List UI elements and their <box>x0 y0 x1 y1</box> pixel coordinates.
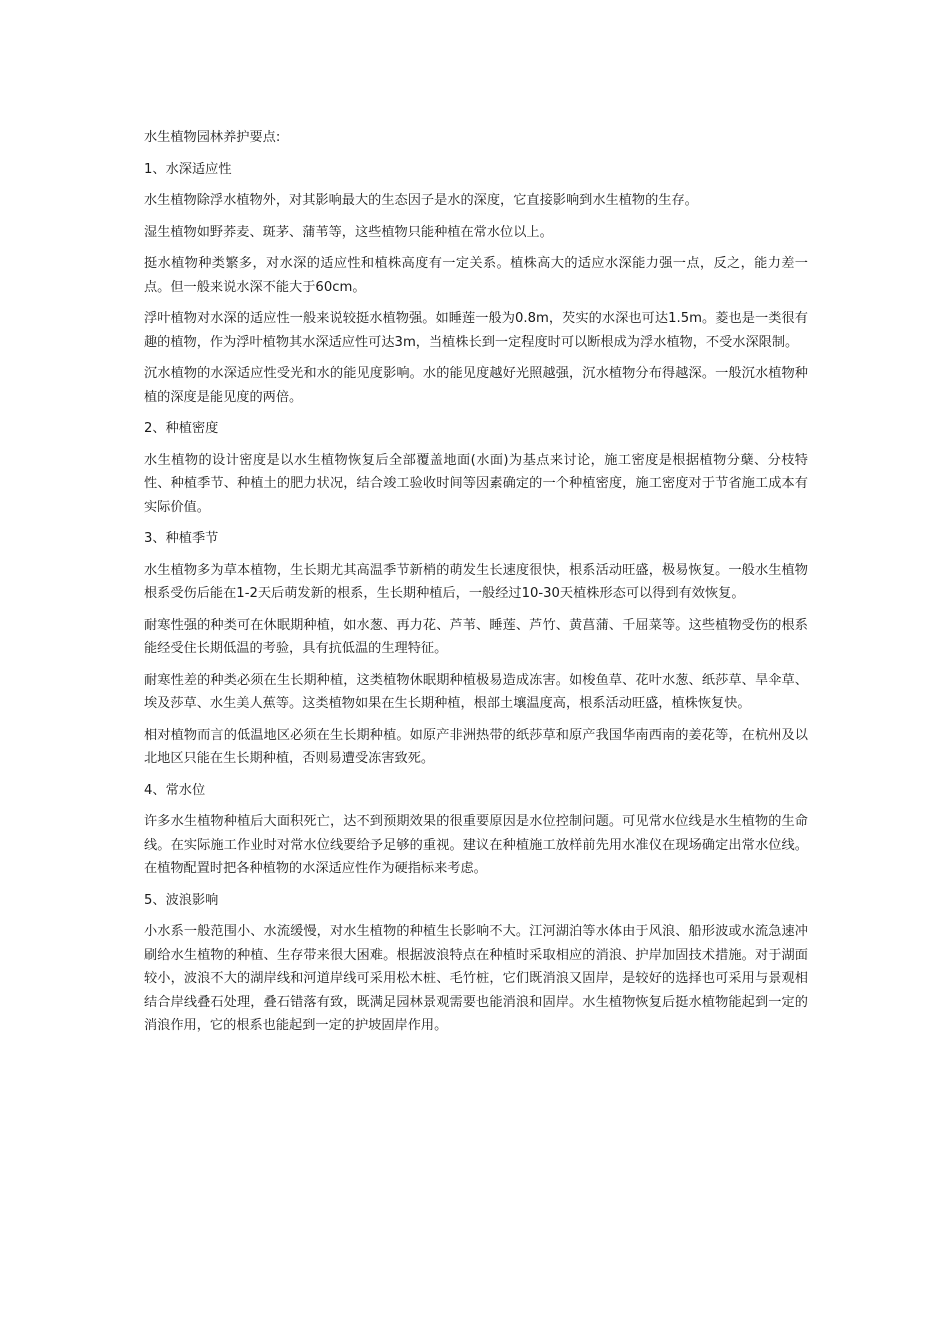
paragraph: 许多水生植物种植后大面积死亡，达不到预期效果的很重要原因是水位控制问题。可见常水位线是水生植物的生命线。在实际施工作业时对常水位线要给予足够的重视。建议在种植施工放样前先用水准仪在现场确定出常水位线。在植物配置时把各种植物的水深适应性作为硬指标来考虑。 <box>144 814 808 876</box>
paragraph: 耐寒性强的种类可在休眠期种植，如水葱、再力花、芦苇、睡莲、芦竹、黄菖蒲、千屈菜等。这些植物受伤的根系能经受住长期低温的考验，具有抗低温的生理特征。 <box>144 617 808 656</box>
paragraph: 湿生植物如野荞麦、斑茅、蒲苇等，这些植物只能种植在常水位以上。 <box>144 224 553 240</box>
document-title: 水生植物园林养护要点: <box>144 130 281 145</box>
paragraph: 水生植物除浮水植物外，对其影响最大的生态因子是水的深度，它直接影响到水生植物的生存。 <box>144 193 698 208</box>
document-page <box>144 126 808 1046</box>
section-heading-planting-season: 3、种植季节 <box>144 531 219 546</box>
paragraph: 水生植物多为草本植物，生长期尤其高温季节新梢的萌发生长速度很快，根系活动旺盛，极易恢复。一般水生植物根系受伤后能在1-2天后萌发新的根系，生长期种植后，一般经过10-30天植株形态可以得到有效恢复。 <box>144 562 808 601</box>
paragraph: 耐寒性差的种类必须在生长期种植，这类植物休眠期种植极易造成冻害。如梭鱼草、花叶水葱、纸莎草、旱伞草、埃及莎草、水生美人蕉等。这类植物如果在生长期种植，根部土壤温度高，根系活动旺盛，植株恢复快。 <box>144 672 808 711</box>
section-heading-wave-influence: 5、波浪影响 <box>144 892 219 908</box>
paragraph: 浮叶植物对水深的适应性一般来说较挺水植物强。如睡莲一般为0.8m，芡实的水深也可达1.5m。菱也是一类很有趣的植物，作为浮叶植物其水深适应性可达3m，当植株长到一定程度时可以断根成为浮水植物，不受水深限制。 <box>144 311 808 350</box>
section-heading-normal-water-level: 4、常水位 <box>144 782 206 798</box>
paragraph: 小水系一般范围小、水流缓慢，对水生植物的种植生长影响不大。江河湖泊等水体由于风浪、船形波或水流急速冲刷给水生植物的种植、生存带来很大困难。根据波浪特点在种植时采取相应的消浪、护岸加固技术措施。对于湖面较小，波浪不大的湖岸线和河道岸线可采用松木桩、毛竹桩，它们既消浪又固岸，是较好的选择也可采用与景观相结合岸线叠石处理，叠石错落有致，既满足园林景观需要也能消浪和固岸。水生植物恢复后挺水植物能起到一定的消浪作用，它的根系也能起到一定的护坡固岸作用。 <box>144 924 808 1033</box>
paragraph: 相对植物而言的低温地区必须在生长期种植。如原产非洲热带的纸莎草和原产我国华南西南的姜花等，在杭州及以北地区只能在生长期种植，否则易遭受冻害致死。 <box>144 727 808 766</box>
paragraph: 挺水植物种类繁多，对水深的适应性和植株高度有一定关系。植株高大的适应水深能力强一点，反之，能力差一点。但一般来说水深不能大于60cm。 <box>144 256 808 295</box>
section-heading-planting-density: 2、种植密度 <box>144 421 219 436</box>
section-heading-water-depth: 1、水深适应性 <box>144 161 232 177</box>
paragraph: 沉水植物的水深适应性受光和水的能见度影响。水的能见度越好光照越强，沉水植物分布得越深。一般沉水植物种植的深度是能见度的两倍。 <box>144 366 808 405</box>
paragraph: 水生植物的设计密度是以水生植物恢复后全部覆盖地面(水面)为基点来讨论，施工密度是根据植物分蘖、分枝特性、种植季节、种植土的肥力状况，结合竣工验收时间等因素确定的一个种植密度，施工密度对于节省施工成本有实际价值。 <box>144 452 808 515</box>
